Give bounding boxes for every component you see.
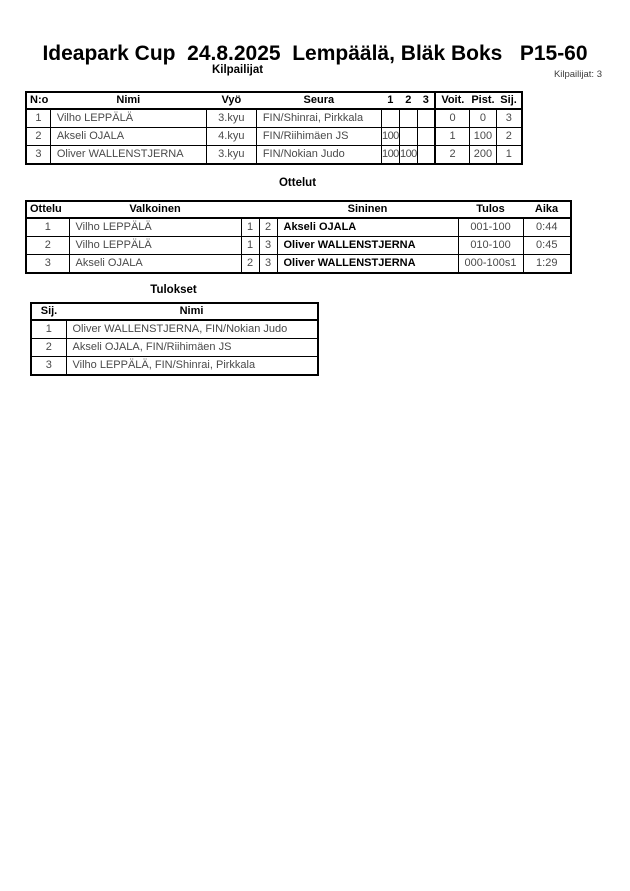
result-rank: 3 bbox=[31, 357, 66, 376]
col-header-club: Seura bbox=[256, 92, 381, 109]
competitors-count-label: Kilpailijat: 3 bbox=[553, 69, 602, 80]
match-row bbox=[26, 255, 571, 274]
competitors-table bbox=[25, 91, 523, 165]
match-blue-name: Oliver WALLENSTJERNA bbox=[277, 237, 458, 255]
competitor-row bbox=[26, 146, 522, 165]
match-result: 001-100 bbox=[458, 218, 523, 237]
col-header-round2: 2 bbox=[399, 92, 417, 109]
competitors-section-title: Kilpailijat bbox=[211, 64, 264, 76]
col-header-time: Aika bbox=[523, 201, 571, 218]
col-header-blue: Sininen bbox=[277, 201, 458, 218]
competitor-wins: 0 bbox=[435, 109, 469, 128]
match-blue-name: Akseli OJALA bbox=[277, 218, 458, 237]
competitor-rank: 2 bbox=[497, 128, 522, 146]
competitor-belt: 3.kyu bbox=[206, 146, 256, 165]
col-header-wins: Voit. bbox=[435, 92, 469, 109]
match-time: 0:45 bbox=[523, 237, 571, 255]
result-row bbox=[31, 339, 318, 357]
col-header-belt: Vyö bbox=[206, 92, 256, 109]
col-header-points: Pist. bbox=[469, 92, 496, 109]
match-result: 010-100 bbox=[458, 237, 523, 255]
matches-table bbox=[25, 200, 572, 274]
col-header-no: N:o bbox=[26, 92, 50, 109]
col-header-rank: Sij. bbox=[497, 92, 522, 109]
competitor-rank: 3 bbox=[497, 109, 522, 128]
col-header-result: Tulos bbox=[458, 201, 523, 218]
match-white-name: Akseli OJALA bbox=[69, 255, 241, 274]
competitor-round1-score: 100 bbox=[381, 146, 399, 165]
competitor-round2-score bbox=[399, 128, 417, 146]
results-section-title: Tulokset bbox=[150, 284, 197, 296]
match-time: 0:44 bbox=[523, 218, 571, 237]
matches-header-row bbox=[26, 201, 571, 218]
col-header-white: Valkoinen bbox=[69, 201, 241, 218]
col-header-round1: 1 bbox=[381, 92, 399, 109]
competitor-club: FIN/Nokian Judo bbox=[256, 146, 381, 165]
match-blue-name: Oliver WALLENSTJERNA bbox=[277, 255, 458, 274]
competitor-no: 1 bbox=[26, 109, 50, 128]
col-header-white-no bbox=[241, 201, 259, 218]
match-no: 1 bbox=[26, 218, 69, 237]
match-white-name: Vilho LEPPÄLÄ bbox=[69, 237, 241, 255]
competitor-name: Akseli OJALA bbox=[50, 128, 206, 146]
result-name: Akseli OJALA, FIN/Riihimäen JS bbox=[66, 339, 318, 357]
competitor-club: FIN/Shinrai, Pirkkala bbox=[256, 109, 381, 128]
col-header-name: Nimi bbox=[50, 92, 206, 109]
result-name: Vilho LEPPÄLÄ, FIN/Shinrai, Pirkkala bbox=[66, 357, 318, 376]
col-header-name: Nimi bbox=[66, 303, 318, 320]
competitor-round3-score bbox=[417, 128, 435, 146]
page-title: Ideapark Cup 24.8.2025 Lempäälä, Bläk Boks P15-60 bbox=[42, 42, 588, 65]
match-white-no: 1 bbox=[241, 218, 259, 237]
match-blue-no: 3 bbox=[259, 255, 277, 274]
match-white-no: 2 bbox=[241, 255, 259, 274]
competitor-round1-score: 100 bbox=[381, 128, 399, 146]
competitor-row bbox=[26, 109, 522, 128]
competitor-round1-score bbox=[381, 109, 399, 128]
col-header-rank: Sij. bbox=[31, 303, 66, 320]
competitor-belt: 3.kyu bbox=[206, 109, 256, 128]
results-table bbox=[30, 302, 319, 376]
match-no: 3 bbox=[26, 255, 69, 274]
match-white-no: 1 bbox=[241, 237, 259, 255]
competitor-belt: 4.kyu bbox=[206, 128, 256, 146]
result-rank: 1 bbox=[31, 320, 66, 339]
competitor-round3-score bbox=[417, 109, 435, 128]
result-name: Oliver WALLENSTJERNA, FIN/Nokian Judo bbox=[66, 320, 318, 339]
competitor-name: Vilho LEPPÄLÄ bbox=[50, 109, 206, 128]
match-row bbox=[26, 218, 571, 237]
col-header-blue-no bbox=[259, 201, 277, 218]
result-row bbox=[31, 357, 318, 376]
competitor-club: FIN/Riihimäen JS bbox=[256, 128, 381, 146]
competitors-header-row bbox=[26, 92, 522, 109]
competitor-wins: 2 bbox=[435, 146, 469, 165]
match-row bbox=[26, 237, 571, 255]
match-blue-no: 2 bbox=[259, 218, 277, 237]
match-time: 1:29 bbox=[523, 255, 571, 274]
competitor-points: 100 bbox=[469, 128, 496, 146]
competitor-name: Oliver WALLENSTJERNA bbox=[50, 146, 206, 165]
competitor-no: 2 bbox=[26, 128, 50, 146]
match-white-name: Vilho LEPPÄLÄ bbox=[69, 218, 241, 237]
result-rank: 2 bbox=[31, 339, 66, 357]
results-header-row bbox=[31, 303, 318, 320]
col-header-match: Ottelu bbox=[26, 201, 69, 218]
col-header-round3: 3 bbox=[417, 92, 435, 109]
competitor-round2-score bbox=[399, 109, 417, 128]
result-row bbox=[31, 320, 318, 339]
competitor-round3-score bbox=[417, 146, 435, 165]
competitor-points: 200 bbox=[469, 146, 496, 165]
matches-section-title: Ottelut bbox=[278, 177, 317, 189]
match-blue-no: 3 bbox=[259, 237, 277, 255]
competitor-points: 0 bbox=[469, 109, 496, 128]
competitor-row bbox=[26, 128, 522, 146]
competitor-no: 3 bbox=[26, 146, 50, 165]
competitor-wins: 1 bbox=[435, 128, 469, 146]
match-result: 000-100s1 bbox=[458, 255, 523, 274]
competitor-round2-score: 100 bbox=[399, 146, 417, 165]
competitor-rank: 1 bbox=[497, 146, 522, 165]
match-no: 2 bbox=[26, 237, 69, 255]
